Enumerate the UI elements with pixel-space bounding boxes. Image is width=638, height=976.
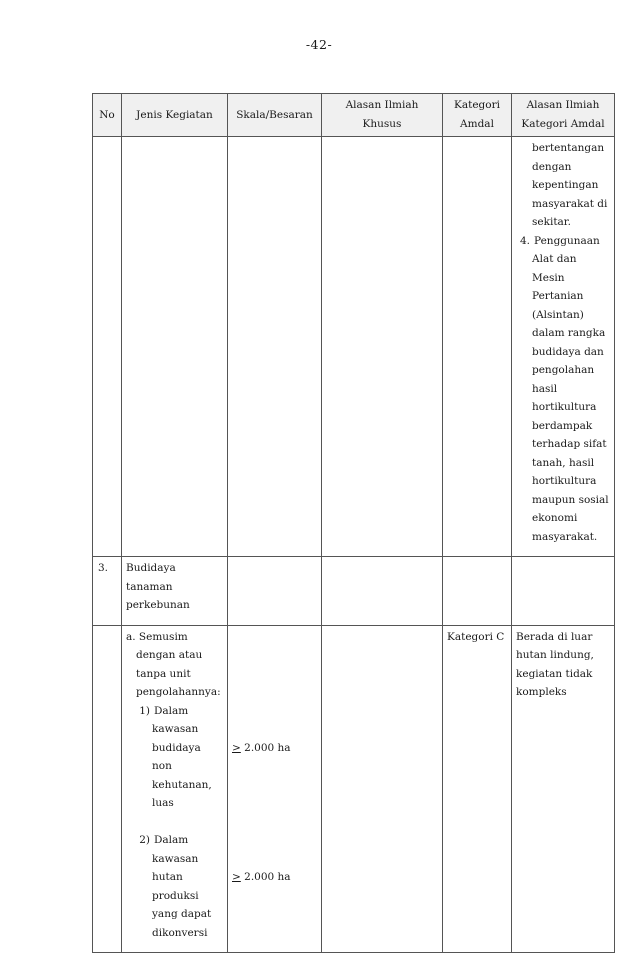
row1-skala xyxy=(228,137,322,557)
row1-alasan-kategori: bertentangan dengan kepentingan masyarakat di sekitar. 4. Penggunaan Alat dan Mesin Pertanian (Alsintan) dalam rangka budidaya dan pengolahan hasil hortikultura berdampak terhadap sifat tanah, hasil hortikultura maupun sosial ekonomi masyarakat. xyxy=(512,137,615,557)
table-row xyxy=(93,137,615,557)
table-header-row xyxy=(93,94,615,137)
header-kategori-amdal: Kategori Amdal xyxy=(443,94,512,137)
row1-no xyxy=(93,137,122,557)
row3-kategori: Kategori C xyxy=(443,625,512,953)
row2-kategori xyxy=(443,557,512,626)
row1-alasan-khusus xyxy=(322,137,443,557)
row1-kategori xyxy=(443,137,512,557)
list-number: 4. xyxy=(519,234,530,247)
header-no: No xyxy=(93,94,122,137)
row2-skala xyxy=(228,557,322,626)
header-alasan-ilmiah-khusus: Alasan Ilmiah Khusus xyxy=(322,94,443,137)
row2-alasan-khusus xyxy=(322,557,443,626)
page-number: -42- xyxy=(305,37,333,52)
row2-jenis: Budidaya tanaman perkebunan xyxy=(122,557,228,626)
row2-alasan-kategori xyxy=(512,557,615,626)
continuation-line: dengan xyxy=(532,160,572,173)
sub-item-1: 1) Dalam xyxy=(139,704,189,717)
continuation-line: sekitar. xyxy=(532,216,572,228)
sub-item-2: 2) Dalam xyxy=(139,834,189,846)
continuation-line: kepentingan xyxy=(532,179,599,191)
amdal-table xyxy=(92,93,615,953)
table-row xyxy=(93,625,615,953)
list-item-4: 4. Penggunaan xyxy=(532,232,610,251)
continuation-line: masyarakat di xyxy=(532,197,608,210)
header-skala-besaran: Skala/Besaran xyxy=(228,94,322,137)
row3-alasan-kategori: Berada di luar hutan lindung, kegiatan tidak kompleks xyxy=(512,625,615,953)
row3-skala xyxy=(228,625,322,953)
header-alasan-ilmiah-kategori: Alasan Ilmiah Kategori Amdal xyxy=(512,94,615,137)
skala-value-2: > 2.000 ha xyxy=(232,871,291,883)
row3-alasan-khusus xyxy=(322,625,443,953)
row3-jenis: a. Semusim dengan atau tanpa unit pengolahannya: 1) Dalam kawasan budidaya non kehutanan, luas 2) Dalam kawasan hutan produksi yang dapat dikonversi xyxy=(122,625,228,953)
header-jenis-kegiatan: Jenis Kegiatan xyxy=(122,94,228,137)
table-row xyxy=(93,557,615,626)
row3-no xyxy=(93,625,122,953)
row2-no: 3. xyxy=(93,557,122,626)
continuation-line: bertentangan xyxy=(532,142,605,154)
skala-value-1: > 2.000 ha xyxy=(232,741,291,754)
row1-jenis xyxy=(122,137,228,557)
